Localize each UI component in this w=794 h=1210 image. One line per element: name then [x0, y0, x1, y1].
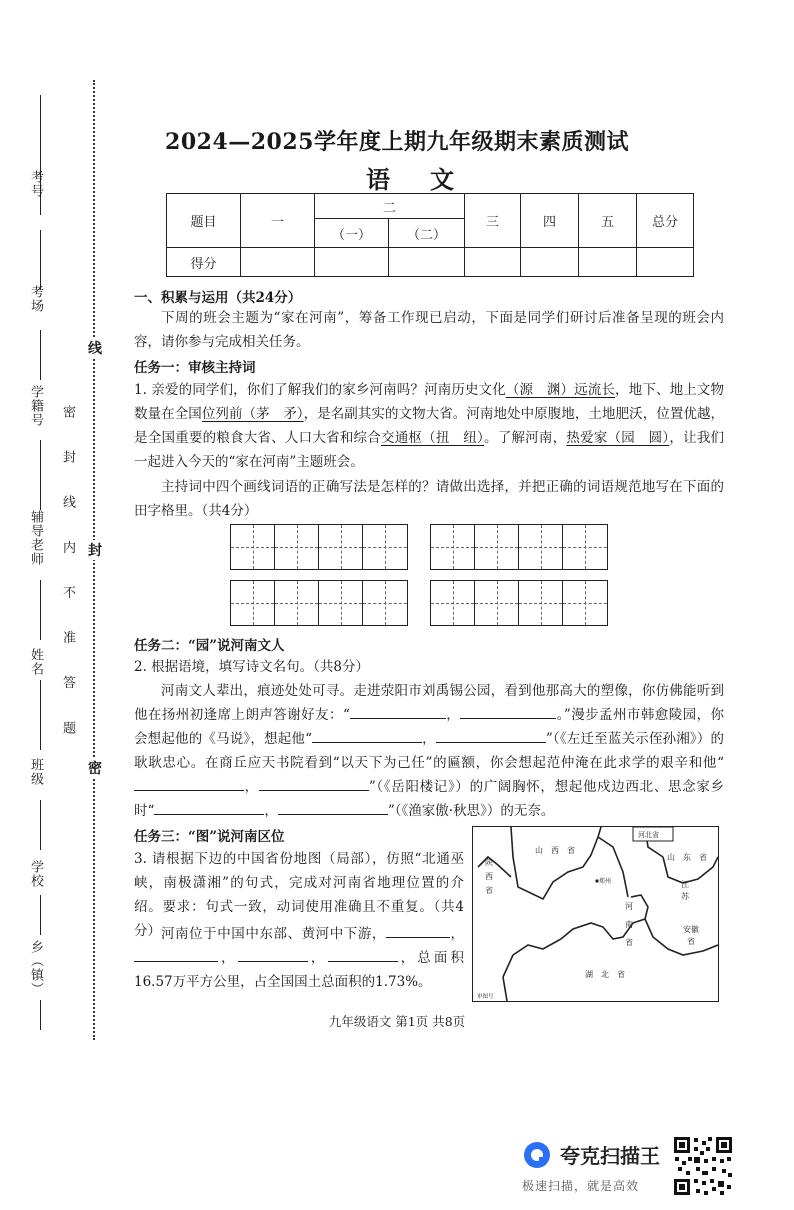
answer-blank[interactable]: [134, 947, 218, 962]
field-exam-room: 考场: [28, 285, 43, 313]
writing-grid-1[interactable]: [230, 524, 408, 570]
task1-heading: 任务一：审核主持词: [134, 360, 256, 376]
score-cell[interactable]: [465, 248, 521, 277]
scanner-slogan: 极速扫描，就是高效: [522, 1179, 640, 1193]
question-2-title: 2. 根据语境，填写诗文名句。（共8分）: [134, 659, 370, 675]
score-head-3: 三: [465, 194, 521, 248]
seal-dotted-line: [93, 80, 95, 1040]
map-label-shanxi: 山 西 省: [535, 846, 575, 855]
question-2-passage: 河南文人辈出，痕迹处处可寻。走进荥阳市刘禹锡公园，看到他那高大的塑像，你仿佛能听到他在扬州初逢席上朗声答谢好友：“ ， 。”漫步孟州市韩愈陵园，你会想起他的《马说》，想起他“ ， ”（《左迁至蓝关示侄孙湘》）的耿耿忠心。在商丘应天书院看到“以天下为己任”的匾额，你会想起范仲淹在此求学的艰辛和他“， ”（《岳阳楼记》）的广阔胸怀，想起他戍边西北、思念家乡时“ ， ”（《渔家傲·秋思》）的无奈。: [134, 683, 725, 819]
answer-blank[interactable]: [350, 704, 446, 719]
field-name: 姓名: [28, 648, 43, 676]
map-label-note: 审图号: [477, 994, 494, 1000]
field-student-id: 学籍号: [28, 385, 43, 427]
border-shanxi: [511, 827, 601, 899]
field-class: 班级: [28, 758, 43, 786]
map-label-jiangsu-1: 江: [681, 880, 689, 889]
map-label-shandong: 山 东 省: [667, 853, 707, 862]
score-head-item: 题目: [167, 194, 241, 248]
writing-grid-2[interactable]: [430, 524, 608, 570]
score-cell[interactable]: [521, 248, 579, 277]
answer-blank[interactable]: [154, 800, 264, 815]
province-map-drawing: [473, 827, 718, 1001]
seal-warning: 密 封 线 内 不 准 答 题: [60, 405, 75, 748]
subject-title: 语文: [366, 165, 494, 194]
province-map: [472, 826, 719, 1002]
answer-blank[interactable]: [328, 947, 398, 962]
answer-blank[interactable]: [134, 776, 244, 791]
field-exam-number: 考号: [28, 170, 43, 198]
map-label-anhui-1: 安徽: [683, 925, 699, 934]
seal-mark-line: 线: [88, 338, 102, 358]
map-label-henan-3: 省: [625, 938, 633, 947]
writing-grid-4[interactable]: [430, 580, 608, 626]
qr-code-icon[interactable]: [672, 1135, 734, 1197]
question-1-text: 1. 亲爱的同学们，你们了解我们的家乡河南吗？河南历史文化（源 渊）远流长，地下、地上文物数量在全国位列前（茅 矛），是名副其实的文物大省。河南地处中原腹地，土地肥沃，位置优越，是全国重要的粮食大省、人口大省和综合交通枢（扭 纽）。了解河南，热爱家（园 圆），让我们一起进入今天的“家在河南”主题班会。: [134, 382, 725, 470]
writing-grid-3[interactable]: [230, 580, 408, 626]
map-label-hubei: 湖 北 省: [585, 970, 625, 979]
score-cell[interactable]: [241, 248, 315, 277]
question-3-text: 3. 请根据下边的中国省份地图（局部），仿照“北通巫峡，南极潇湘”的句式，完成对河南省地理位置的介绍。要求：句式一致，动词使用准确且不重复。（共4分）: [134, 851, 464, 939]
answer-blank[interactable]: [259, 776, 369, 791]
score-row-label: 得分: [167, 248, 241, 277]
map-label-henan-2: 南: [625, 920, 633, 929]
scanner-logo-icon: [522, 1140, 552, 1170]
seal-mark-secret: 密: [88, 758, 102, 778]
map-label-shaanxi-1: 陕: [485, 858, 493, 867]
answer-blank[interactable]: [386, 923, 450, 938]
answer-blank[interactable]: [436, 728, 546, 743]
score-sub-2: （二）: [389, 219, 465, 248]
score-head-total: 总分: [637, 194, 694, 248]
task3-heading: 任务三：“图”说河南区位: [134, 829, 285, 845]
city-dot: [595, 879, 598, 882]
map-label-hebei: 河北省: [638, 831, 659, 839]
field-school: 学校: [28, 860, 43, 888]
map-label-shaanxi-3: 省: [485, 886, 493, 895]
field-township: 乡（镇）: [28, 940, 43, 996]
section-intro: 下周的班会主题为“家在河南”，筹备工作现已启动，下面是同学们研讨后准备呈现的班会内容，请你参与完成相关任务。: [134, 310, 724, 350]
map-label-henan-1: 河: [625, 902, 633, 911]
seal-mark-seal: 封: [88, 540, 102, 560]
page-footer: 九年级语文 第1页 共8页: [328, 1014, 466, 1029]
question-1-instruction: 主持词中四个画线词语的正确写法是怎样的？请做出选择，并把正确的词语规范地写在下面的田字格里。（共4分）: [134, 479, 724, 519]
scanner-brand: 夸克扫描王: [560, 1144, 660, 1168]
score-head-5: 五: [579, 194, 637, 248]
score-head-1: 一: [241, 194, 315, 248]
score-head-4: 四: [521, 194, 579, 248]
exam-title: 2024—2025学年度上期九年级期末素质测试: [165, 129, 629, 155]
map-label-shaanxi-2: 西: [485, 872, 493, 881]
score-head-2: 二: [315, 194, 465, 219]
score-cell[interactable]: [637, 248, 694, 277]
section-heading: 一、积累与运用（共24分）: [134, 290, 302, 306]
border-east: [598, 837, 628, 897]
map-label-jiangsu-2: 苏: [681, 892, 689, 901]
map-label-zhengzhou: 郑州: [599, 878, 612, 885]
task2-heading: 任务二：“园”说河南文人: [134, 638, 285, 654]
map-label-anhui-2: 省: [687, 937, 695, 946]
field-teacher: 辅导老师: [28, 510, 43, 566]
answer-blank[interactable]: [278, 800, 388, 815]
score-cell[interactable]: [579, 248, 637, 277]
score-table: [166, 193, 694, 277]
score-sub-1: （一）: [315, 219, 389, 248]
score-cell[interactable]: [315, 248, 389, 277]
answer-blank[interactable]: [312, 728, 422, 743]
answer-blank[interactable]: [460, 704, 556, 719]
question-3-fill: 河南位于中国中东部、黄河中下游， ，， ， ，总面积16.57万平方公里，占全国国土总面积的1.73%。: [134, 922, 464, 994]
answer-blank[interactable]: [238, 947, 308, 962]
score-cell[interactable]: [389, 248, 465, 277]
